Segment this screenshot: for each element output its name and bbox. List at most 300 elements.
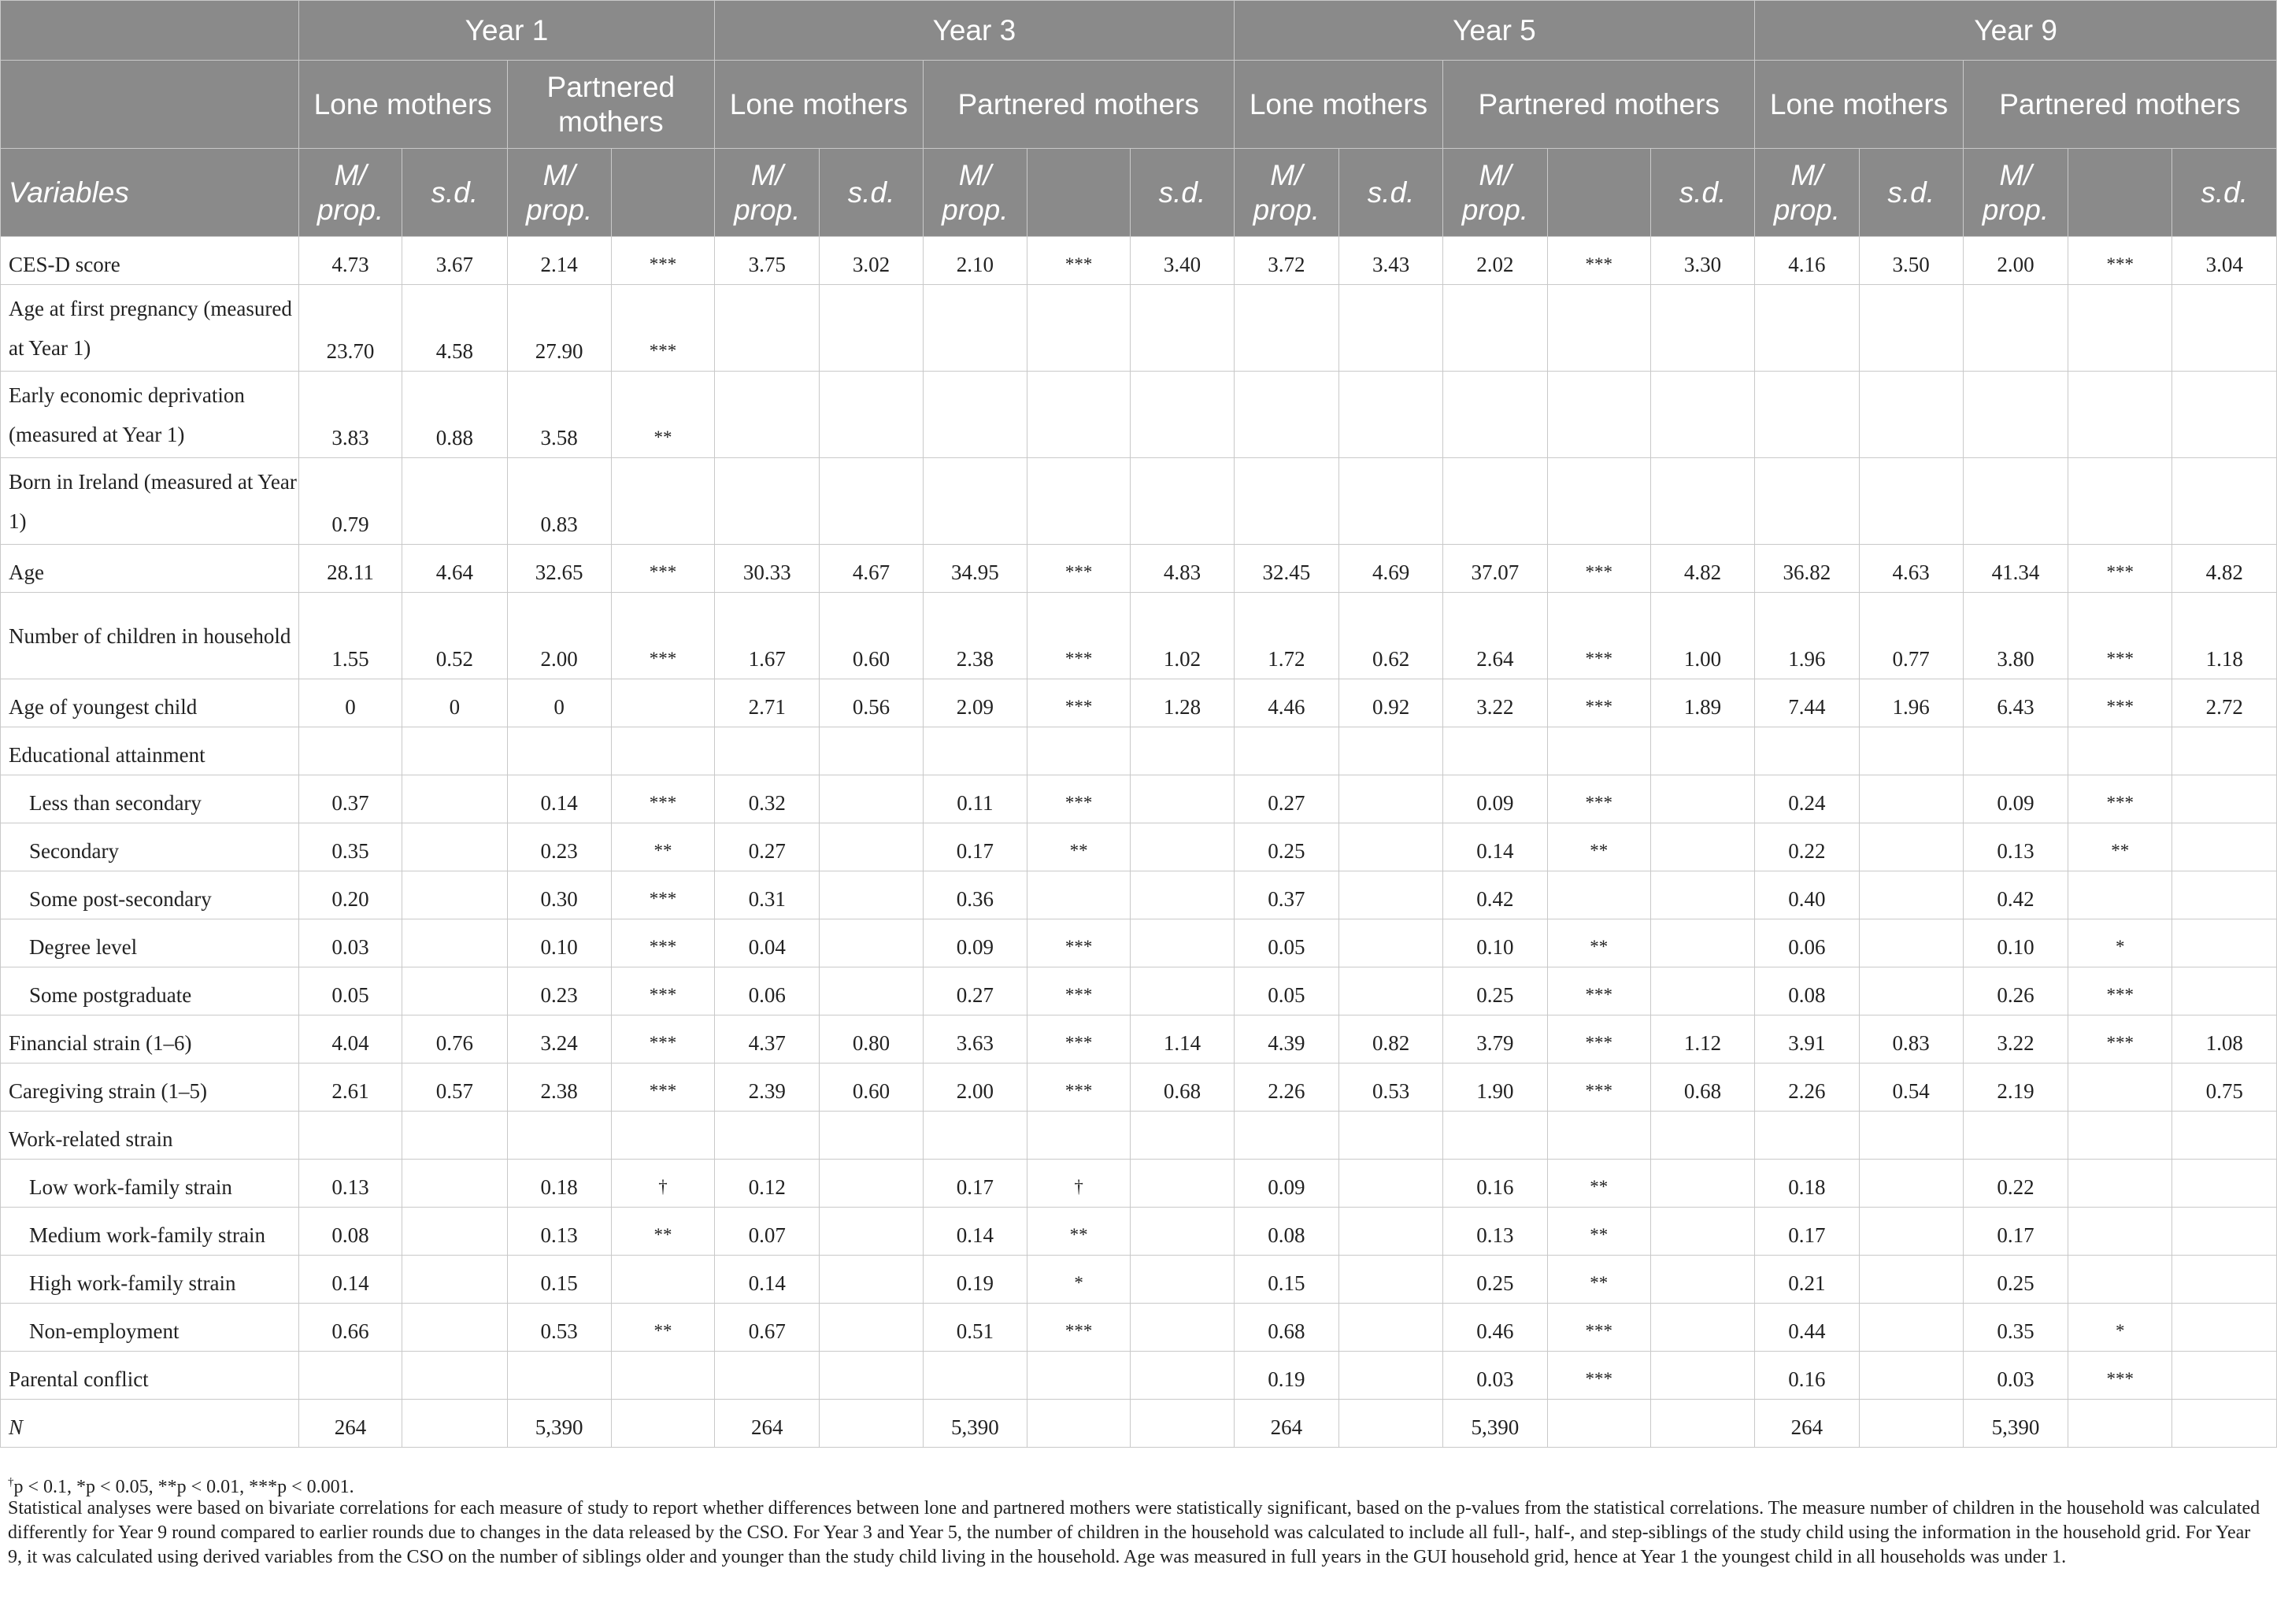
- value-cell: 0.15: [507, 1256, 611, 1304]
- value-cell: 0.68: [1234, 1304, 1338, 1352]
- significance-cell: †: [611, 1160, 714, 1208]
- value-cell: [1650, 871, 1754, 919]
- value-cell: 0.23: [507, 823, 611, 871]
- significance-cell: [1027, 1400, 1131, 1448]
- value-cell: 0.67: [715, 1304, 820, 1352]
- value-cell: 0.17: [923, 1160, 1027, 1208]
- value-cell: [820, 919, 923, 967]
- value-cell: [715, 285, 820, 372]
- value-cell: 0.54: [1859, 1064, 1963, 1112]
- value-cell: 0.09: [1234, 1160, 1338, 1208]
- value-cell: [1338, 1112, 1442, 1160]
- value-cell: 0.76: [402, 1015, 507, 1064]
- value-cell: [1338, 1352, 1442, 1400]
- group-header-partnered: Partnered mothers: [507, 61, 715, 149]
- value-cell: [820, 1256, 923, 1304]
- value-cell: [820, 372, 923, 458]
- value-cell: 1.14: [1131, 1015, 1234, 1064]
- value-cell: 3.79: [1443, 1015, 1547, 1064]
- value-cell: [820, 823, 923, 871]
- significance-cell: **: [1027, 823, 1131, 871]
- value-cell: [1650, 1112, 1754, 1160]
- value-cell: [1859, 372, 1963, 458]
- value-cell: [1234, 285, 1338, 372]
- value-cell: [2172, 775, 2277, 823]
- significance-cell: ***: [611, 545, 714, 593]
- value-cell: 2.02: [1443, 237, 1547, 285]
- significance-cell: ***: [611, 237, 714, 285]
- value-cell: 0.35: [1963, 1304, 2068, 1352]
- value-cell: [507, 727, 611, 775]
- value-cell: [1859, 458, 1963, 545]
- value-cell: [1859, 1400, 1963, 1448]
- header-blank: [1027, 149, 1131, 237]
- value-cell: 0.25: [1443, 967, 1547, 1015]
- value-cell: [2172, 823, 2277, 871]
- table-row: [1, 372, 2277, 458]
- group-header-lone: Lone mothers: [298, 61, 507, 149]
- value-cell: [1859, 871, 1963, 919]
- value-cell: 0.17: [1755, 1208, 1859, 1256]
- value-cell: [402, 458, 507, 545]
- row-label: Degree level: [1, 919, 299, 967]
- value-cell: [1650, 1304, 1754, 1352]
- value-cell: 0.77: [1859, 593, 1963, 679]
- value-cell: 0.13: [298, 1160, 402, 1208]
- value-cell: 28.11: [298, 545, 402, 593]
- value-cell: [1755, 372, 1859, 458]
- value-cell: 3.40: [1131, 237, 1234, 285]
- table-row: [1, 1064, 2277, 1112]
- value-cell: [1650, 372, 1754, 458]
- value-cell: [298, 1112, 402, 1160]
- value-cell: [1859, 823, 1963, 871]
- row-label: CES-D score: [1, 237, 299, 285]
- value-cell: [1650, 1352, 1754, 1400]
- year-header: Year 5: [1234, 1, 1755, 61]
- value-cell: [1338, 1304, 1442, 1352]
- value-cell: 3.58: [507, 372, 611, 458]
- value-cell: 0.92: [1338, 679, 1442, 727]
- value-cell: 0.52: [402, 593, 507, 679]
- value-cell: [507, 1352, 611, 1400]
- value-cell: [2172, 1208, 2277, 1256]
- row-label: Some post-secondary: [1, 871, 299, 919]
- value-cell: 4.83: [1131, 545, 1234, 593]
- significance-cell: ***: [611, 1064, 714, 1112]
- header-blank: [2068, 149, 2172, 237]
- significance-cell: [1027, 1352, 1131, 1400]
- value-cell: 0.27: [1234, 775, 1338, 823]
- value-cell: [1859, 1256, 1963, 1304]
- group-header-lone: Lone mothers: [1234, 61, 1443, 149]
- value-cell: 1.55: [298, 593, 402, 679]
- significance-cell: ***: [1027, 967, 1131, 1015]
- value-cell: [1755, 285, 1859, 372]
- value-cell: 0.09: [1963, 775, 2068, 823]
- value-cell: 0.03: [1443, 1352, 1547, 1400]
- value-cell: 0.08: [1755, 967, 1859, 1015]
- table-row: [1, 967, 2277, 1015]
- value-cell: 0.31: [715, 871, 820, 919]
- value-cell: [1443, 285, 1547, 372]
- value-cell: [1650, 1256, 1754, 1304]
- value-cell: 4.73: [298, 237, 402, 285]
- significance-cell: [2068, 871, 2172, 919]
- significance-cell: [2068, 285, 2172, 372]
- significance-cell: ***: [2068, 679, 2172, 727]
- value-cell: 4.37: [715, 1015, 820, 1064]
- value-cell: [2172, 1304, 2277, 1352]
- value-cell: 0.14: [298, 1256, 402, 1304]
- mprop-header: M/ prop.: [1755, 149, 1859, 237]
- significance-cell: ***: [1547, 1352, 1650, 1400]
- value-cell: [2172, 871, 2277, 919]
- significance-cell: ***: [611, 285, 714, 372]
- value-cell: 0.53: [1338, 1064, 1442, 1112]
- significance-cell: ***: [611, 919, 714, 967]
- value-cell: [507, 1112, 611, 1160]
- value-cell: [820, 1112, 923, 1160]
- value-cell: 4.16: [1755, 237, 1859, 285]
- value-cell: [1650, 1208, 1754, 1256]
- value-cell: 0.75: [2172, 1064, 2277, 1112]
- value-cell: 34.95: [923, 545, 1027, 593]
- significance-cell: ***: [1547, 967, 1650, 1015]
- value-cell: 4.46: [1234, 679, 1338, 727]
- significance-cell: [1547, 1112, 1650, 1160]
- value-cell: [2172, 919, 2277, 967]
- significance-cell: ***: [1027, 545, 1131, 593]
- value-cell: [1650, 458, 1754, 545]
- significance-cell: **: [2068, 823, 2172, 871]
- value-cell: [1338, 727, 1442, 775]
- value-cell: [1859, 967, 1963, 1015]
- value-cell: [1131, 919, 1234, 967]
- value-cell: [2172, 727, 2277, 775]
- group-header-partnered: Partnered mothers: [1443, 61, 1755, 149]
- value-cell: [1650, 1400, 1754, 1448]
- value-cell: 2.00: [507, 593, 611, 679]
- value-cell: 0.68: [1131, 1064, 1234, 1112]
- value-cell: [1338, 919, 1442, 967]
- variables-header: Variables: [1, 149, 299, 237]
- significance-cell: ***: [2068, 237, 2172, 285]
- value-cell: 4.67: [820, 545, 923, 593]
- significance-cell: **: [1027, 1208, 1131, 1256]
- value-cell: [1755, 1112, 1859, 1160]
- value-cell: 2.38: [923, 593, 1027, 679]
- value-cell: [820, 1304, 923, 1352]
- value-cell: 0.06: [1755, 919, 1859, 967]
- value-cell: 1.12: [1650, 1015, 1754, 1064]
- value-cell: [1131, 372, 1234, 458]
- value-cell: 3.22: [1963, 1015, 2068, 1064]
- group-header-lone: Lone mothers: [715, 61, 924, 149]
- value-cell: 0.11: [923, 775, 1027, 823]
- value-cell: [2172, 285, 2277, 372]
- value-cell: [1338, 775, 1442, 823]
- value-cell: [1650, 1160, 1754, 1208]
- significance-cell: **: [611, 1304, 714, 1352]
- value-cell: 3.72: [1234, 237, 1338, 285]
- value-cell: 0: [507, 679, 611, 727]
- mprop-header: M/ prop.: [298, 149, 402, 237]
- value-cell: [1859, 1160, 1963, 1208]
- value-cell: 1.18: [2172, 593, 2277, 679]
- significance-cell: [2068, 372, 2172, 458]
- value-cell: [1859, 727, 1963, 775]
- value-cell: [1131, 727, 1234, 775]
- row-label: Age: [1, 545, 299, 593]
- value-cell: [2172, 1352, 2277, 1400]
- value-cell: [1963, 458, 2068, 545]
- significance-cell: †: [1027, 1160, 1131, 1208]
- value-cell: 0.27: [715, 823, 820, 871]
- value-cell: [298, 1352, 402, 1400]
- year-header: Year 1: [298, 1, 714, 61]
- value-cell: 0.30: [507, 871, 611, 919]
- value-cell: [402, 1256, 507, 1304]
- table-header: [1, 1, 2277, 237]
- value-cell: 0.22: [1755, 823, 1859, 871]
- value-cell: [1443, 727, 1547, 775]
- significance-cell: [1547, 285, 1650, 372]
- table-row: [1, 1352, 2277, 1400]
- value-cell: [923, 1112, 1027, 1160]
- significance-cell: **: [611, 372, 714, 458]
- sd-header: s.d.: [820, 149, 923, 237]
- significance-cell: [2068, 458, 2172, 545]
- significance-cell: **: [611, 823, 714, 871]
- value-cell: 0.03: [1963, 1352, 2068, 1400]
- value-cell: [1338, 823, 1442, 871]
- significance-cell: ***: [1547, 1064, 1650, 1112]
- value-cell: [715, 1112, 820, 1160]
- value-cell: [1859, 775, 1963, 823]
- significance-cell: [1547, 1400, 1650, 1448]
- value-cell: [2172, 1400, 2277, 1448]
- significance-cell: [1027, 727, 1131, 775]
- value-cell: [1234, 458, 1338, 545]
- value-cell: 2.14: [507, 237, 611, 285]
- value-cell: 6.43: [1963, 679, 2068, 727]
- value-cell: [402, 775, 507, 823]
- value-cell: [820, 1352, 923, 1400]
- row-label: Born in Ireland (measured at Year 1): [1, 458, 299, 545]
- value-cell: 4.82: [2172, 545, 2277, 593]
- value-cell: [1131, 823, 1234, 871]
- significance-cell: [1547, 871, 1650, 919]
- row-label: Non-employment: [1, 1304, 299, 1352]
- row-label: Caregiving strain (1–5): [1, 1064, 299, 1112]
- value-cell: [402, 1352, 507, 1400]
- significance-cell: ***: [611, 775, 714, 823]
- mprop-header: M/ prop.: [1443, 149, 1547, 237]
- value-cell: 37.07: [1443, 545, 1547, 593]
- value-cell: 0.19: [923, 1256, 1027, 1304]
- significance-cell: **: [1547, 1208, 1650, 1256]
- significance-cell: ***: [1027, 593, 1131, 679]
- mprop-header: M/ prop.: [1963, 149, 2068, 237]
- value-cell: 4.82: [1650, 545, 1754, 593]
- value-cell: 0.04: [715, 919, 820, 967]
- value-cell: 0.25: [1234, 823, 1338, 871]
- table-row: [1, 679, 2277, 727]
- significance-cell: [611, 458, 714, 545]
- significance-cell: [2068, 1112, 2172, 1160]
- value-cell: 0.46: [1443, 1304, 1547, 1352]
- row-label: Low work-family strain: [1, 1160, 299, 1208]
- value-cell: 3.50: [1859, 237, 1963, 285]
- value-cell: 0.51: [923, 1304, 1027, 1352]
- dagger-mark: †: [8, 1476, 14, 1489]
- significance-cell: [611, 1352, 714, 1400]
- value-cell: 0.10: [1963, 919, 2068, 967]
- value-cell: 0.18: [507, 1160, 611, 1208]
- value-cell: 1.00: [1650, 593, 1754, 679]
- value-cell: [402, 1400, 507, 1448]
- value-cell: [923, 727, 1027, 775]
- value-cell: 0.53: [507, 1304, 611, 1352]
- sd-header: s.d.: [1650, 149, 1754, 237]
- significance-cell: [1027, 372, 1131, 458]
- table-row: [1, 593, 2277, 679]
- value-cell: 0.14: [507, 775, 611, 823]
- value-cell: 0.21: [1755, 1256, 1859, 1304]
- value-cell: 2.64: [1443, 593, 1547, 679]
- value-cell: [2172, 1160, 2277, 1208]
- value-cell: 0.05: [1234, 967, 1338, 1015]
- value-cell: 0.23: [507, 967, 611, 1015]
- value-cell: [298, 727, 402, 775]
- significance-cell: **: [1547, 919, 1650, 967]
- row-label: Medium work-family strain: [1, 1208, 299, 1256]
- significance-cell: ***: [1547, 237, 1650, 285]
- value-cell: 0.32: [715, 775, 820, 823]
- significance-cell: ***: [1547, 593, 1650, 679]
- value-cell: [1234, 372, 1338, 458]
- significance-cell: ***: [2068, 775, 2172, 823]
- row-label: Number of children in household: [1, 593, 299, 679]
- mprop-header: M/ prop.: [507, 149, 611, 237]
- value-cell: 0.27: [923, 967, 1027, 1015]
- value-cell: 0.10: [1443, 919, 1547, 967]
- value-cell: [923, 458, 1027, 545]
- value-cell: 0.57: [402, 1064, 507, 1112]
- value-cell: 36.82: [1755, 545, 1859, 593]
- row-label: N: [1, 1400, 299, 1448]
- value-cell: 3.04: [2172, 237, 2277, 285]
- value-cell: 32.45: [1234, 545, 1338, 593]
- mprop-header: M/ prop.: [923, 149, 1027, 237]
- significance-cell: [2068, 727, 2172, 775]
- value-cell: [1131, 967, 1234, 1015]
- value-cell: 264: [715, 1400, 820, 1448]
- header-blank: [1, 61, 299, 149]
- value-cell: 1.02: [1131, 593, 1234, 679]
- significance-cell: [611, 1112, 714, 1160]
- value-cell: 0.03: [298, 919, 402, 967]
- value-cell: 7.44: [1755, 679, 1859, 727]
- value-cell: [820, 1208, 923, 1256]
- value-cell: [820, 775, 923, 823]
- value-cell: [1338, 1400, 1442, 1448]
- row-label: High work-family strain: [1, 1256, 299, 1304]
- value-cell: [2172, 1256, 2277, 1304]
- value-cell: [820, 967, 923, 1015]
- value-cell: 2.00: [1963, 237, 2068, 285]
- value-cell: 3.75: [715, 237, 820, 285]
- significance-cell: [1027, 871, 1131, 919]
- value-cell: [1859, 1304, 1963, 1352]
- table-row: [1, 1208, 2277, 1256]
- value-cell: 0.17: [1963, 1208, 2068, 1256]
- significance-text: p < 0.1, *p < 0.05, **p < 0.01, ***p < 0.001.: [13, 1477, 354, 1497]
- value-cell: [923, 285, 1027, 372]
- value-cell: [1650, 967, 1754, 1015]
- table-row: [1, 727, 2277, 775]
- value-cell: [923, 372, 1027, 458]
- significance-cell: [611, 1400, 714, 1448]
- value-cell: [1338, 967, 1442, 1015]
- value-cell: 3.24: [507, 1015, 611, 1064]
- value-cell: [1650, 775, 1754, 823]
- value-cell: 5,390: [1963, 1400, 2068, 1448]
- value-cell: [1650, 285, 1754, 372]
- value-cell: [1859, 1352, 1963, 1400]
- value-cell: 4.58: [402, 285, 507, 372]
- row-label: Secondary: [1, 823, 299, 871]
- table-row: [1, 1112, 2277, 1160]
- row-label: Educational attainment: [1, 727, 299, 775]
- value-cell: 2.72: [2172, 679, 2277, 727]
- value-cell: 5,390: [923, 1400, 1027, 1448]
- significance-cell: [611, 1256, 714, 1304]
- sd-header: s.d.: [2172, 149, 2277, 237]
- value-cell: 0.66: [298, 1304, 402, 1352]
- table-row: [1, 919, 2277, 967]
- value-cell: 0.22: [1963, 1160, 2068, 1208]
- value-cell: [1650, 727, 1754, 775]
- table-row: [1, 1400, 2277, 1448]
- significance-cell: ***: [1547, 679, 1650, 727]
- value-cell: 0.05: [298, 967, 402, 1015]
- value-cell: 0.83: [1859, 1015, 1963, 1064]
- value-cell: 0.15: [1234, 1256, 1338, 1304]
- header-blank: [1, 1, 299, 61]
- value-cell: 0.35: [298, 823, 402, 871]
- value-cell: 0.09: [1443, 775, 1547, 823]
- value-cell: [1859, 1112, 1963, 1160]
- value-cell: 3.63: [923, 1015, 1027, 1064]
- significance-cell: ***: [1027, 919, 1131, 967]
- value-cell: 2.26: [1755, 1064, 1859, 1112]
- value-cell: 4.69: [1338, 545, 1442, 593]
- value-cell: 3.91: [1755, 1015, 1859, 1064]
- year-header: Year 9: [1755, 1, 2277, 61]
- significance-cell: **: [1547, 1160, 1650, 1208]
- value-cell: 0.14: [715, 1256, 820, 1304]
- value-cell: 0.06: [715, 967, 820, 1015]
- value-cell: 0: [402, 679, 507, 727]
- row-label: Less than secondary: [1, 775, 299, 823]
- value-cell: 2.00: [923, 1064, 1027, 1112]
- value-cell: [1650, 823, 1754, 871]
- significance-cell: **: [611, 1208, 714, 1256]
- value-cell: 0.60: [820, 1064, 923, 1112]
- row-label: Some postgraduate: [1, 967, 299, 1015]
